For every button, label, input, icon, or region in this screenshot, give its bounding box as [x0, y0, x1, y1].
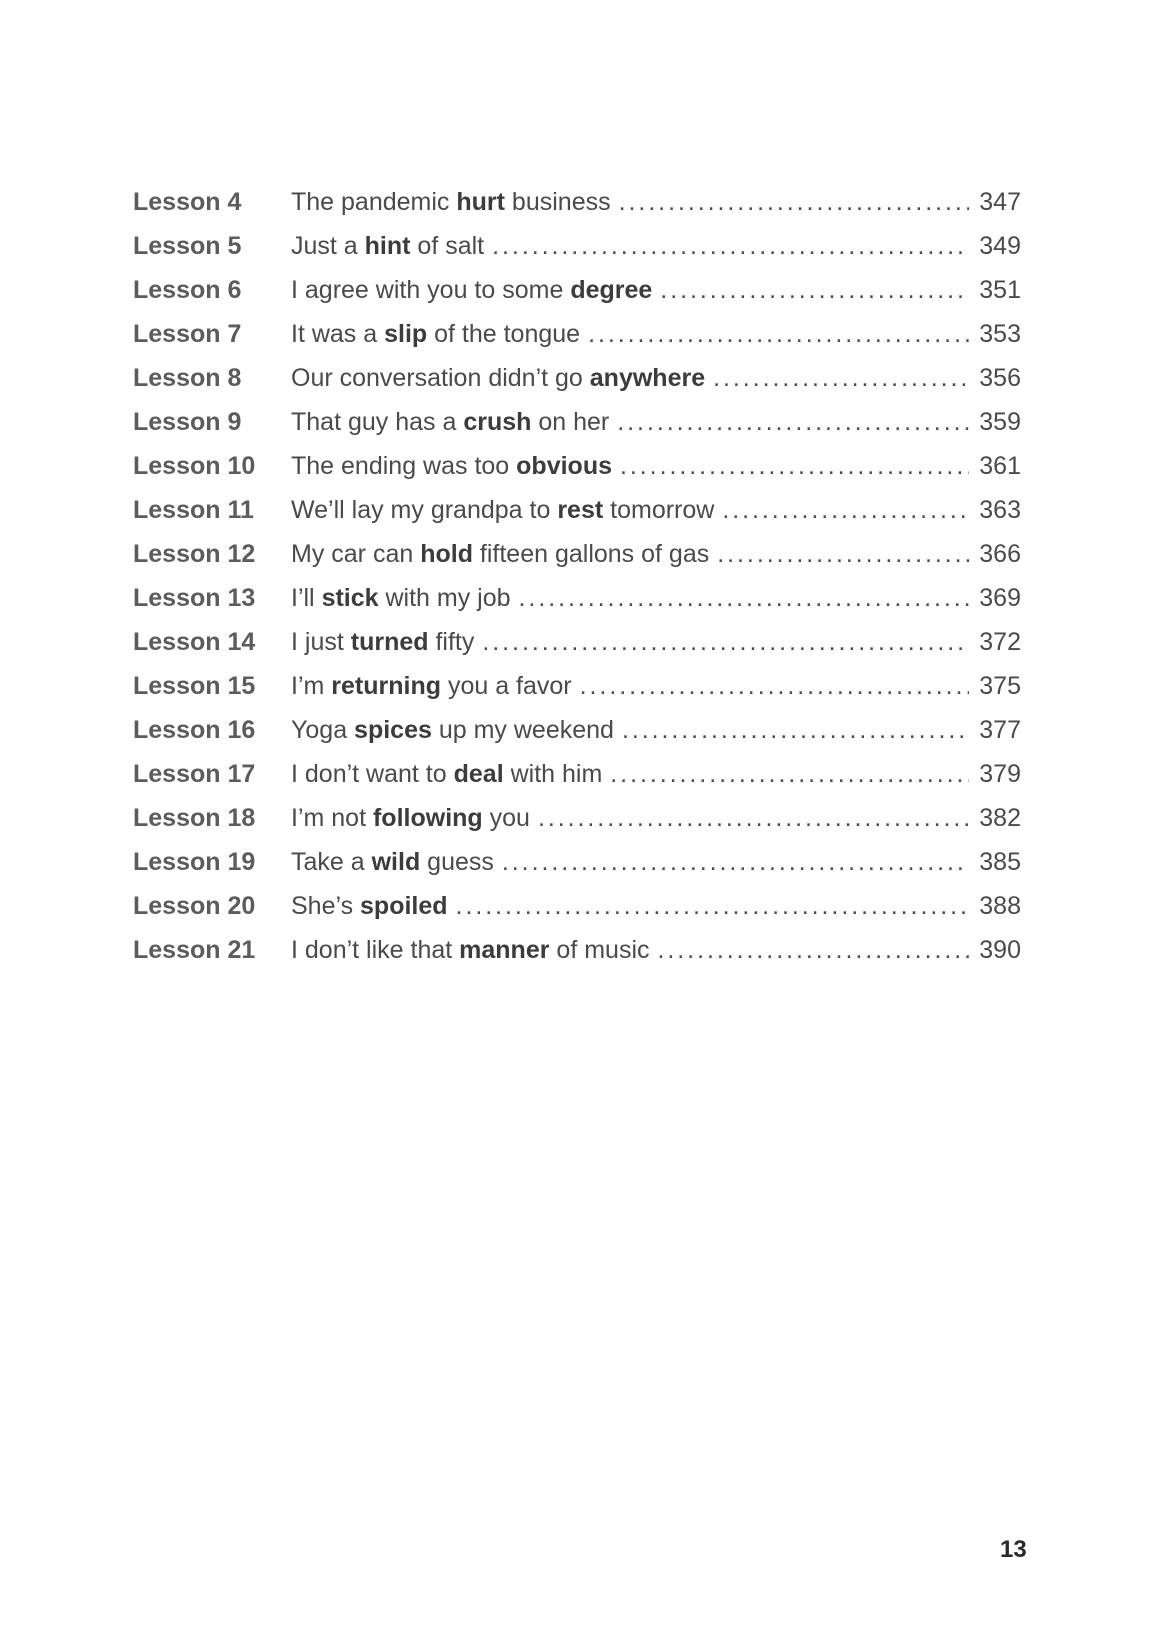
toc-entry[interactable]: [133, 935, 1021, 979]
lesson-label: Lesson 8: [133, 364, 242, 392]
lesson-keyword: anywhere: [589, 364, 706, 392]
dot-leader: [722, 495, 969, 525]
lesson-page-number: 388: [979, 892, 1021, 920]
dot-leader: [492, 231, 969, 261]
dot-leader: [617, 407, 969, 437]
lesson-title: [291, 275, 652, 305]
lesson-page-number: 347: [979, 188, 1021, 216]
lesson-title-pre: My car can: [291, 540, 421, 568]
lesson-label: Lesson 7: [133, 320, 242, 348]
toc-entry[interactable]: [133, 363, 1021, 407]
toc-entry[interactable]: [133, 627, 1021, 671]
lesson-title-post: of salt: [410, 232, 485, 260]
toc-entry[interactable]: [133, 187, 1021, 231]
lesson-label: Lesson 11: [133, 496, 254, 524]
lesson-title-pre: I don’t like that: [291, 936, 460, 964]
lesson-keyword: hint: [364, 232, 411, 260]
toc-entry[interactable]: [133, 671, 1021, 715]
lesson-title-pre: That guy has a: [291, 408, 464, 436]
lesson-title-pre: The pandemic: [291, 188, 457, 216]
lesson-title-pre: I’m: [291, 672, 332, 700]
lesson-keyword: spoiled: [360, 892, 448, 920]
lesson-label: Lesson 14: [133, 628, 256, 656]
lesson-label: Lesson 15: [133, 672, 256, 700]
lesson-page-number: 366: [979, 540, 1021, 568]
lesson-title-pre: I’m not: [291, 804, 373, 832]
lesson-label: Lesson 6: [133, 276, 242, 304]
toc-entry[interactable]: [133, 231, 1021, 275]
toc-entry[interactable]: [133, 715, 1021, 759]
lesson-title-pre: Yoga: [291, 716, 355, 744]
lesson-page-number: 359: [979, 408, 1021, 436]
lesson-keyword: obvious: [516, 452, 612, 480]
toc-entry[interactable]: [133, 407, 1021, 451]
dot-leader: [502, 847, 969, 877]
lesson-keyword: hurt: [456, 188, 505, 216]
lesson-keyword: wild: [371, 848, 421, 876]
dot-leader: [580, 671, 970, 701]
dot-leader: [588, 319, 969, 349]
lesson-page-number: 361: [979, 452, 1021, 480]
lesson-title-pre: I don’t want to: [291, 760, 454, 788]
lesson-title-post: tomorrow: [603, 496, 715, 524]
toc-entry[interactable]: [133, 495, 1021, 539]
lesson-label: Lesson 18: [133, 804, 256, 832]
lesson-title: [291, 935, 650, 965]
toc-entry[interactable]: [133, 319, 1021, 363]
lesson-title-pre: We’ll lay my grandpa to: [291, 496, 558, 524]
lesson-title: [291, 363, 705, 393]
dot-leader: [658, 935, 970, 965]
dot-leader: [622, 715, 969, 745]
lesson-label: Lesson 13: [133, 584, 256, 612]
dot-leader: [620, 451, 969, 481]
lesson-title-pre: It was a: [291, 320, 385, 348]
lesson-page-number: 375: [979, 672, 1021, 700]
lesson-title: [291, 539, 709, 569]
lesson-page-number: 356: [979, 364, 1021, 392]
toc-entry[interactable]: [133, 451, 1021, 495]
lesson-title: [291, 187, 611, 217]
lesson-page-number: 382: [979, 804, 1021, 832]
lesson-page-number: 353: [979, 320, 1021, 348]
lesson-title-post: of music: [549, 936, 650, 964]
lesson-title: [291, 583, 511, 613]
lesson-title: [291, 231, 484, 261]
toc-entry[interactable]: [133, 539, 1021, 583]
lesson-title-pre: I agree with you to some: [291, 276, 571, 304]
lesson-page-number: 390: [979, 936, 1021, 964]
lesson-title: [291, 319, 580, 349]
lesson-label: Lesson 12: [133, 540, 256, 568]
lesson-title: [291, 715, 614, 745]
lesson-label: Lesson 17: [133, 760, 256, 788]
lesson-title-post: with my job: [378, 584, 511, 612]
lesson-title: [291, 627, 474, 657]
lesson-title-post: you: [482, 804, 530, 832]
lesson-title: [291, 759, 602, 789]
lesson-keyword: deal: [453, 760, 504, 788]
toc-entry[interactable]: [133, 891, 1021, 935]
lesson-label: Lesson 19: [133, 848, 256, 876]
lesson-title-pre: Just a: [291, 232, 365, 260]
toc-entry[interactable]: [133, 759, 1021, 803]
lesson-title-post: guess: [420, 848, 494, 876]
page-number: 13: [1000, 1536, 1027, 1563]
lesson-title-post: fifty: [428, 628, 475, 656]
lesson-label: Lesson 5: [133, 232, 242, 260]
lesson-title: [291, 671, 572, 701]
lesson-title: [291, 891, 448, 921]
lesson-title-post: business: [504, 188, 611, 216]
lesson-title: [291, 495, 714, 525]
lesson-label: Lesson 16: [133, 716, 256, 744]
dot-leader: [610, 759, 969, 789]
table-of-contents: [133, 187, 1021, 979]
lesson-page-number: 379: [979, 760, 1021, 788]
lesson-page-number: 372: [979, 628, 1021, 656]
lesson-title-pre: She’s: [291, 892, 361, 920]
lesson-label: Lesson 21: [133, 936, 256, 964]
lesson-title-pre: I’ll: [291, 584, 322, 612]
lesson-title-post: with him: [503, 760, 603, 788]
lesson-title-pre: The ending was too: [291, 452, 517, 480]
dot-leader: [717, 539, 969, 569]
lesson-title-pre: Take a: [291, 848, 372, 876]
lesson-keyword: manner: [459, 936, 550, 964]
lesson-keyword: stick: [321, 584, 379, 612]
lesson-keyword: spices: [354, 716, 432, 744]
lesson-title: [291, 847, 494, 877]
lesson-page-number: 363: [979, 496, 1021, 524]
lesson-keyword: rest: [557, 496, 604, 524]
lesson-page-number: 385: [979, 848, 1021, 876]
lesson-page-number: 369: [979, 584, 1021, 612]
lesson-label: Lesson 10: [133, 452, 256, 480]
dot-leader: [713, 363, 969, 393]
dot-leader: [482, 627, 969, 657]
lesson-keyword: returning: [331, 672, 441, 700]
lesson-keyword: following: [372, 804, 483, 832]
toc-entry[interactable]: [133, 583, 1021, 627]
lesson-page-number: 349: [979, 232, 1021, 260]
lesson-title-post: on her: [531, 408, 610, 436]
lesson-page-number: 351: [979, 276, 1021, 304]
lesson-title-pre: I just: [291, 628, 351, 656]
dot-leader: [519, 583, 970, 613]
lesson-title: [291, 407, 609, 437]
lesson-title: [291, 451, 612, 481]
lesson-page-number: 377: [979, 716, 1021, 744]
dot-leader: [538, 803, 969, 833]
lesson-keyword: turned: [350, 628, 429, 656]
lesson-title-post: you a favor: [441, 672, 572, 700]
dot-leader: [619, 187, 970, 217]
toc-entry[interactable]: [133, 275, 1021, 319]
lesson-label: Lesson 4: [133, 188, 242, 216]
lesson-label: Lesson 20: [133, 892, 256, 920]
toc-entry[interactable]: [133, 847, 1021, 891]
lesson-title-post: up my weekend: [431, 716, 614, 744]
lesson-label: Lesson 9: [133, 408, 242, 436]
lesson-title-post: of the tongue: [427, 320, 581, 348]
dot-leader: [456, 891, 970, 921]
toc-entry[interactable]: [133, 803, 1021, 847]
lesson-keyword: slip: [384, 320, 428, 348]
lesson-title: [291, 803, 530, 833]
dot-leader: [660, 275, 969, 305]
lesson-keyword: hold: [420, 540, 473, 568]
lesson-title-pre: Our conversation didn’t go: [291, 364, 590, 392]
lesson-keyword: crush: [463, 408, 532, 436]
lesson-keyword: degree: [570, 276, 653, 304]
lesson-title-post: fifteen gallons of gas: [472, 540, 710, 568]
